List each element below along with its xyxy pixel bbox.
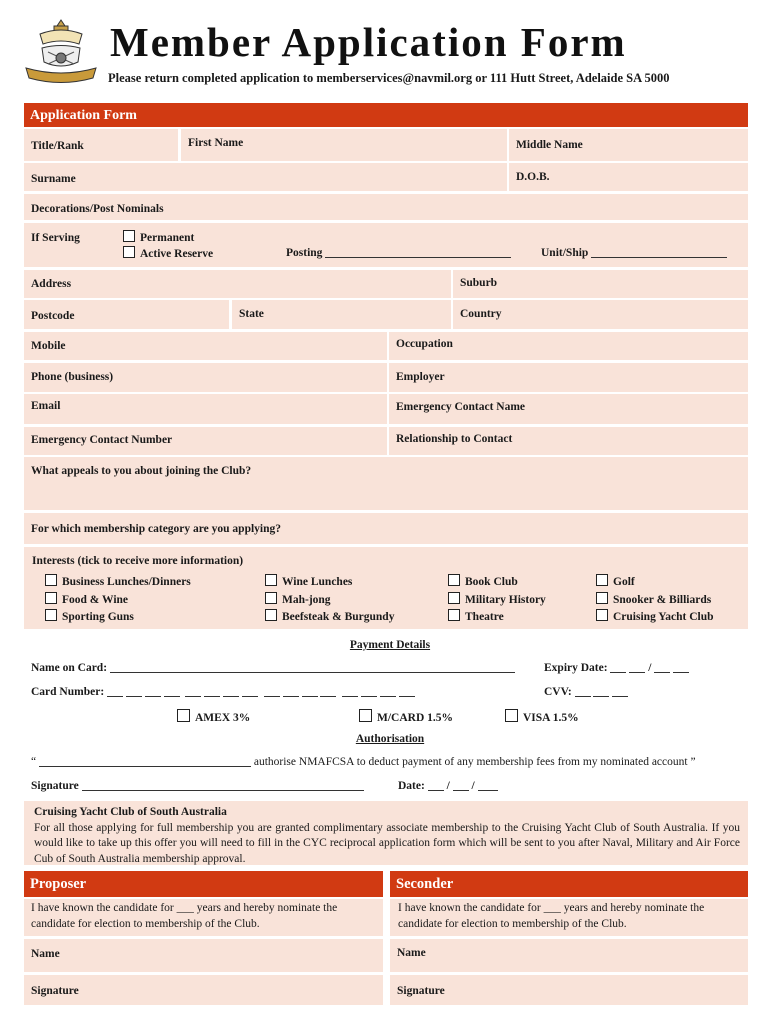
email-label: Email (31, 400, 61, 412)
proposer-name-label: Name (31, 948, 60, 960)
seconder-header: Seconder (390, 871, 748, 897)
posting-field[interactable] (286, 247, 511, 259)
phone-business-field[interactable] (24, 363, 387, 392)
interest-wine-lunches[interactable]: Wine Lunches (265, 574, 352, 588)
occupation-label: Occupation (396, 338, 453, 350)
mcard-checkbox[interactable] (359, 709, 372, 722)
unit-ship-field[interactable] (541, 247, 727, 259)
card-number-field[interactable] (31, 686, 415, 698)
interest-book-club[interactable]: Book Club (448, 574, 518, 588)
decorations-label: Decorations/Post Nominals (31, 203, 164, 215)
checkbox[interactable] (448, 592, 460, 604)
email-field[interactable] (24, 394, 387, 424)
interests-heading: Interests (tick to receive more information) (32, 555, 244, 567)
country-label: Country (460, 308, 502, 320)
dob-label: D.O.B. (516, 171, 550, 183)
authorisation-date-field[interactable]: Date: / / (398, 780, 498, 792)
interest-theatre[interactable]: Theatre (448, 609, 504, 623)
interest-golf[interactable]: Golf (596, 574, 635, 588)
visa-checkbox[interactable] (505, 709, 518, 722)
card-number-label: Card Number: (31, 686, 105, 698)
permanent-option[interactable]: Permanent (123, 230, 194, 244)
checkbox[interactable] (265, 592, 277, 604)
payment-details-heading: Payment Details (349, 639, 431, 651)
seconder-signature-field[interactable] (390, 975, 748, 1005)
page-title: Member Application Form (110, 19, 627, 65)
checkbox[interactable] (45, 574, 57, 586)
seconder-signature-label: Signature (397, 985, 445, 997)
expiry-date-field[interactable]: Expiry Date: / (544, 662, 689, 674)
cvv-field[interactable] (544, 686, 628, 698)
cyc-section (24, 801, 748, 865)
interest-snooker-billiards[interactable]: Snooker & Billiards (596, 592, 711, 606)
name-on-card-label: Name on Card: (31, 662, 108, 674)
application-form-header: Application Form (24, 103, 748, 127)
authorisation-text: authorise NMAFCSA to deduct payment of any membership fees from my nominated account ” (253, 756, 696, 768)
checkbox[interactable] (265, 574, 277, 586)
page-subtitle: Please return completed application to memberservices@navmil.org or 111 Hutt Street, Adelaide SA 5000 (108, 71, 670, 85)
proposer-signature-field[interactable] (24, 975, 383, 1005)
checkbox[interactable] (45, 592, 57, 604)
middle-name-label: Middle Name (516, 139, 583, 151)
if-serving-row (24, 223, 748, 267)
checkbox[interactable] (596, 609, 608, 621)
dob-field[interactable] (509, 163, 748, 191)
authorisation-statement[interactable]: “ authorise NMAFCSA to deduct payment of any membership fees from my nominated account ” (31, 756, 696, 768)
authorisation-heading: Authorisation (355, 733, 425, 745)
interest-beefsteak-burgundy[interactable]: Beefsteak & Burgundy (265, 609, 394, 623)
proposer-signature-label: Signature (31, 985, 79, 997)
appeals-field[interactable] (24, 457, 748, 510)
membership-category-label: For which membership category are you applying? (31, 523, 282, 535)
cvv-label: CVV: (544, 686, 572, 698)
emergency-contact-name-label: Emergency Contact Name (396, 401, 526, 413)
state-label: State (239, 308, 264, 320)
interest-cruising-yacht-club[interactable]: Cruising Yacht Club (596, 609, 714, 623)
seconder-name-field[interactable] (390, 939, 748, 972)
authorisation-signature-field[interactable] (31, 780, 364, 792)
unit-ship-label: Unit/Ship (541, 247, 589, 259)
if-serving-label: If Serving (31, 232, 80, 244)
phone-business-label: Phone (business) (31, 371, 114, 383)
seconder-statement: I have known the candidate for ___ years and hereby nominate the candidate for election to membership of the Club. (390, 899, 748, 936)
checkbox[interactable] (596, 574, 608, 586)
employer-label: Employer (396, 371, 445, 383)
mcard-option[interactable]: M/CARD 1.5% (359, 709, 453, 724)
authorisation-date-label: Date: (398, 780, 425, 792)
emergency-contact-number-field[interactable] (24, 427, 387, 455)
surname-label: Surname (31, 173, 76, 185)
permanent-checkbox[interactable] (123, 230, 135, 242)
cyc-text: For all those applying for full membership you are granted complimentary associate membership to the Cruising Yacht Club of South Australia. If you would like to take up this offer you will need to fill in the CYC reciprocal application form which will be sent to you after Naval, Military and Air Force Cub of South Australia membership approval. (34, 821, 740, 865)
seconder-name-label: Name (397, 947, 426, 959)
employer-field[interactable] (389, 363, 748, 392)
checkbox[interactable] (45, 609, 57, 621)
proposer-name-field[interactable] (24, 939, 383, 972)
title-rank-field[interactable] (24, 129, 178, 161)
visa-option[interactable]: VISA 1.5% (505, 709, 579, 724)
interest-food-wine[interactable]: Food & Wine (45, 592, 128, 606)
amex-option[interactable]: AMEX 3% (177, 709, 250, 724)
interest-sporting-guns[interactable]: Sporting Guns (45, 609, 134, 623)
relationship-label: Relationship to Contact (396, 433, 513, 445)
suburb-label: Suburb (460, 277, 498, 289)
postcode-field[interactable] (24, 300, 229, 329)
proposer-statement: I have known the candidate for ___ years and hereby nominate the candidate for election to membership of the Club. (24, 899, 383, 936)
mobile-label: Mobile (31, 340, 66, 352)
emergency-contact-name-field[interactable] (389, 394, 748, 424)
address-field[interactable] (24, 270, 451, 298)
cyc-heading: Cruising Yacht Club of South Australia (34, 806, 227, 818)
relationship-field[interactable] (389, 427, 748, 455)
decorations-field[interactable] (24, 194, 748, 220)
surname-field[interactable] (24, 163, 507, 191)
interest-mah-jong[interactable]: Mah-jong (265, 592, 331, 606)
middle-name-field[interactable] (509, 129, 748, 161)
mobile-field[interactable] (24, 332, 387, 360)
checkbox[interactable] (265, 609, 277, 621)
active-reserve-checkbox[interactable] (123, 246, 135, 258)
checkbox[interactable] (448, 609, 460, 621)
interest-military-history[interactable]: Military History (448, 592, 546, 606)
checkbox[interactable] (448, 574, 460, 586)
posting-label: Posting (286, 247, 323, 259)
first-name-label: First Name (188, 137, 244, 149)
suburb-field[interactable] (453, 270, 748, 298)
expiry-date-label: Expiry Date: (544, 662, 608, 674)
proposer-header: Proposer (24, 871, 383, 897)
appeals-label: What appeals to you about joining the Club? (31, 465, 252, 477)
authorisation-signature-label: Signature (31, 780, 79, 792)
active-reserve-option[interactable]: Active Reserve (123, 246, 213, 260)
title-rank-label: Title/Rank (31, 140, 84, 152)
checkbox[interactable] (596, 592, 608, 604)
club-crest-icon (20, 18, 102, 88)
occupation-field[interactable] (389, 332, 748, 360)
interests-section (24, 547, 748, 629)
name-on-card-field[interactable] (31, 662, 515, 674)
postcode-label: Postcode (31, 310, 75, 322)
interest-business-lunches[interactable]: Business Lunches/Dinners (45, 574, 191, 588)
amex-checkbox[interactable] (177, 709, 190, 722)
state-field[interactable] (232, 300, 451, 329)
membership-category-field[interactable] (24, 513, 748, 544)
first-name-field[interactable] (181, 129, 507, 161)
address-label: Address (31, 278, 72, 290)
country-field[interactable] (453, 300, 748, 329)
emergency-contact-number-label: Emergency Contact Number (31, 434, 173, 446)
